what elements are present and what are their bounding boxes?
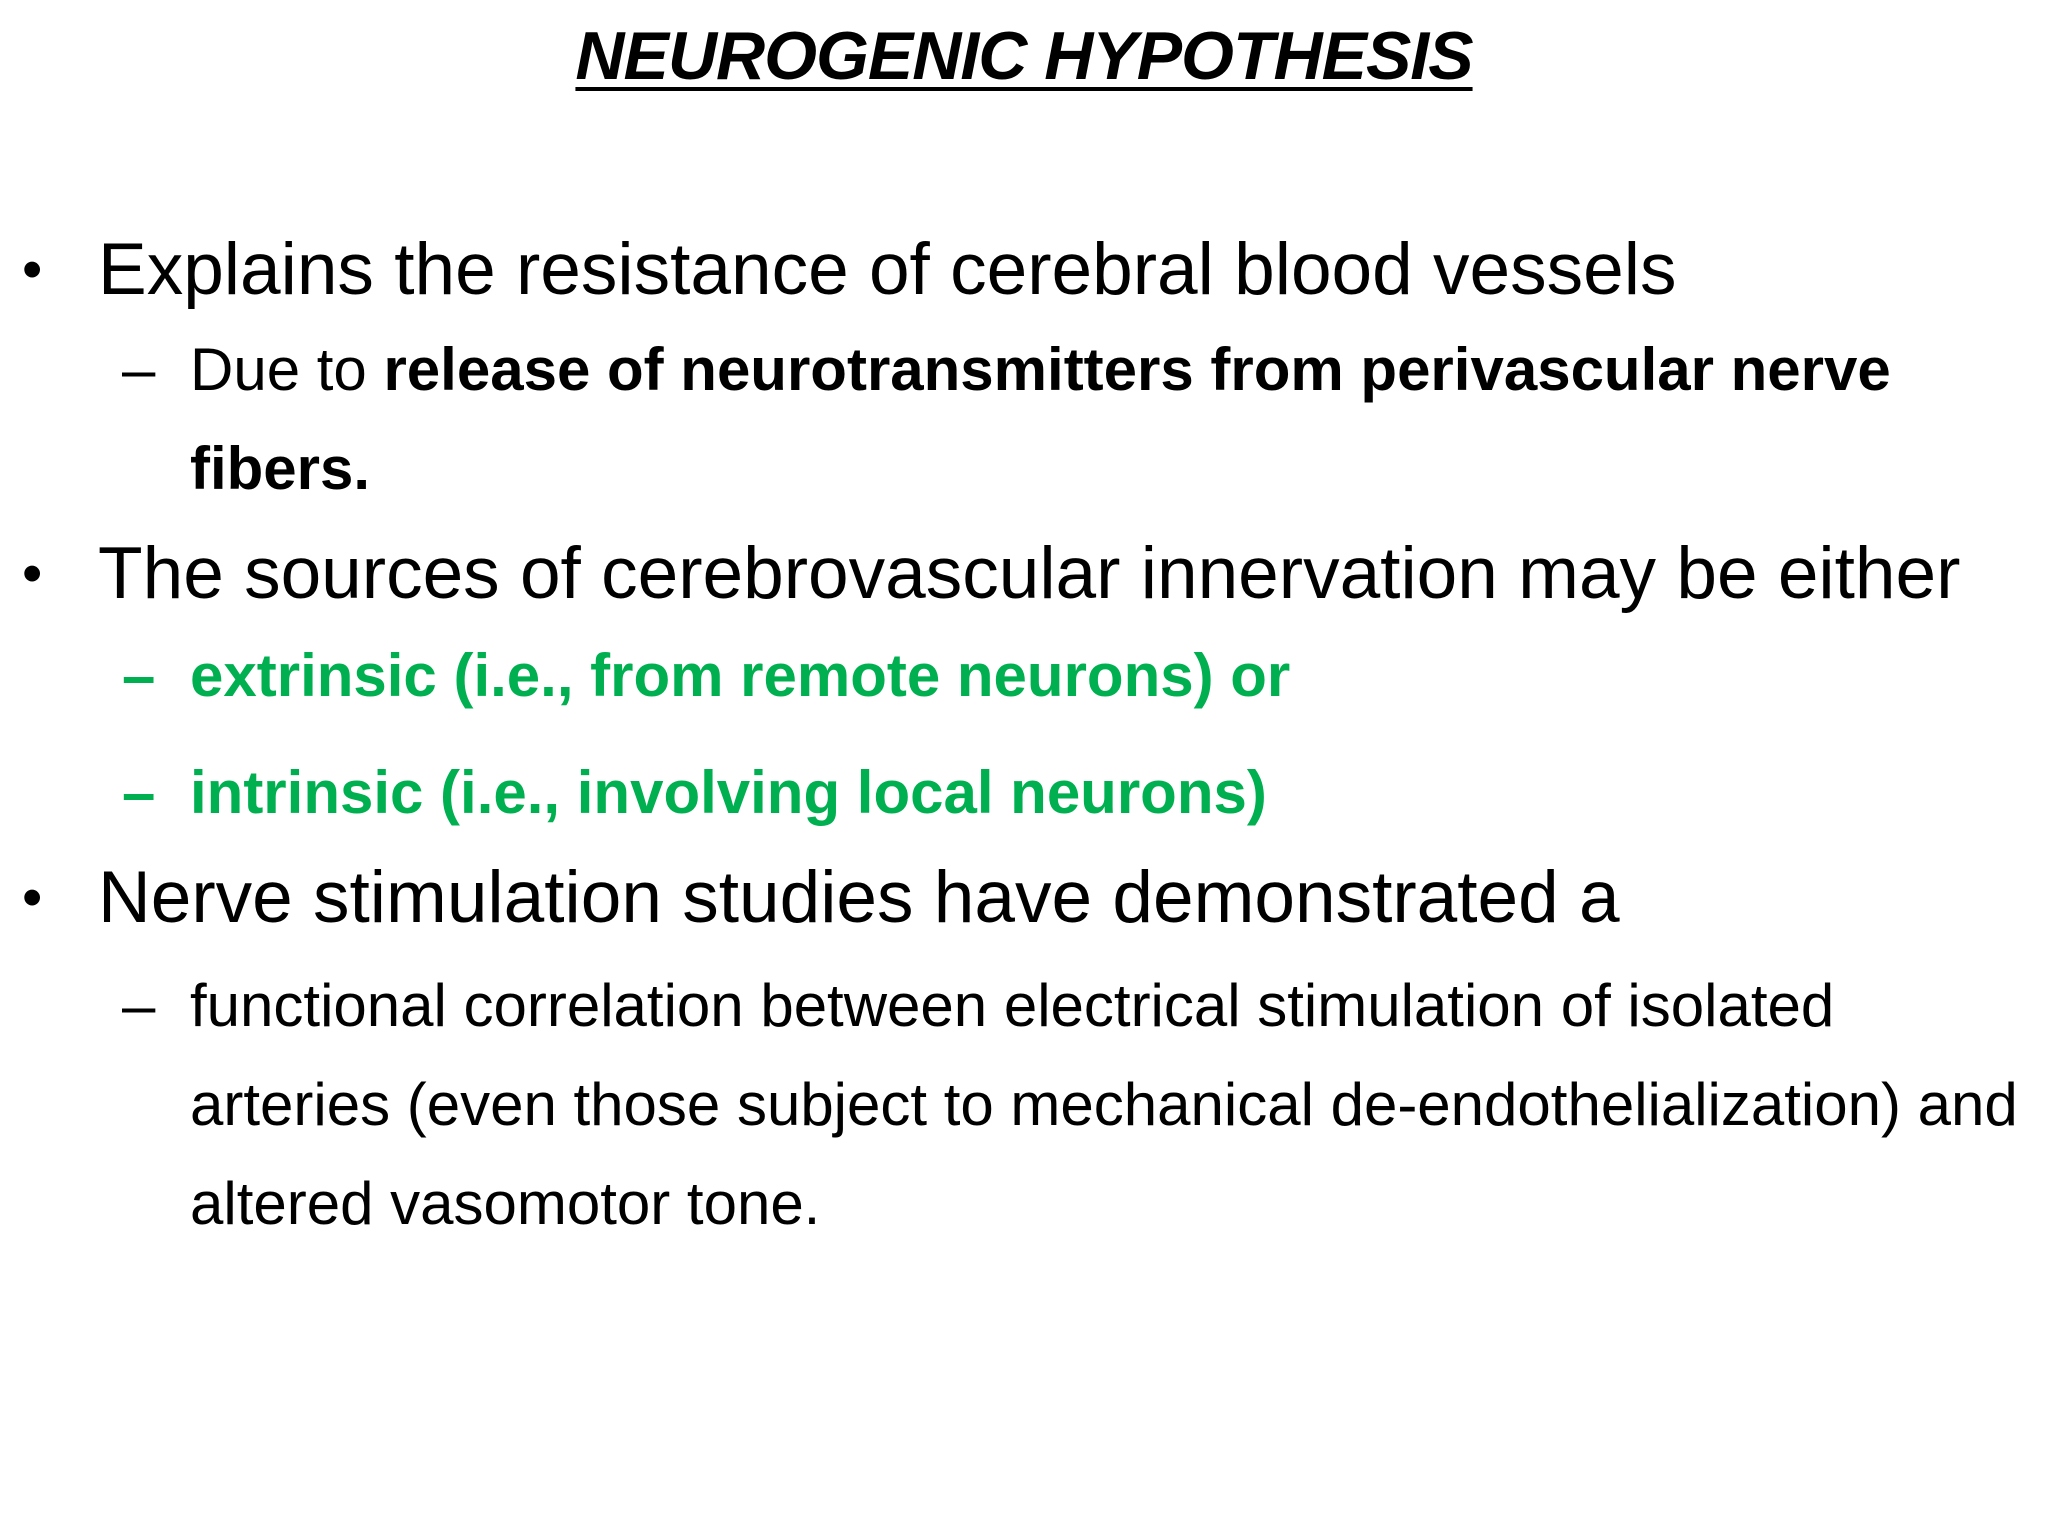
subpoint-text: functional correlation between electrical stimulation of isolated arteries (even those subject to mechanical de-endothelialization) and altered vasomotor tone.: [190, 972, 2018, 1237]
bullet-text: Explains the resistance of cerebral blood vessels: [98, 229, 1677, 310]
subpoint-lead-text: Due to: [190, 336, 384, 403]
subpoint-extrinsic: [22, 626, 2022, 725]
bullet-dot-icon: •: [22, 865, 43, 930]
subpoint-text: intrinsic (i.e., involving local neurons): [190, 759, 1267, 826]
subpoint-intrinsic: [22, 743, 2022, 842]
subpoint-text: extrinsic (i.e., from remote neurons) or: [190, 642, 1291, 709]
bullet-point-sources: [22, 530, 2022, 618]
slide-title: NEUROGENIC HYPOTHESIS: [575, 18, 1473, 94]
bullet-dot-icon: •: [22, 541, 43, 606]
bullet-text: The sources of cerebrovascular innervation may be either: [98, 533, 1961, 614]
subpoint-neurotransmitters: [22, 320, 2022, 518]
bullet-list: [22, 226, 2022, 1253]
dash-icon: –: [122, 642, 156, 709]
bullet-point-resistance: [22, 226, 2022, 314]
subpoint-bold-text: release of neurotransmitters from perivascular nerve fibers.: [190, 336, 1891, 502]
bullet-text: Nerve stimulation studies have demonstrated a: [98, 857, 1620, 938]
dash-icon: –: [122, 972, 156, 1039]
bullet-dot-icon: •: [22, 237, 43, 302]
dash-icon: –: [122, 759, 156, 826]
dash-icon: –: [122, 336, 156, 403]
subpoint-functional-correlation: [22, 956, 2022, 1253]
bullet-point-stimulation: [22, 854, 2022, 942]
